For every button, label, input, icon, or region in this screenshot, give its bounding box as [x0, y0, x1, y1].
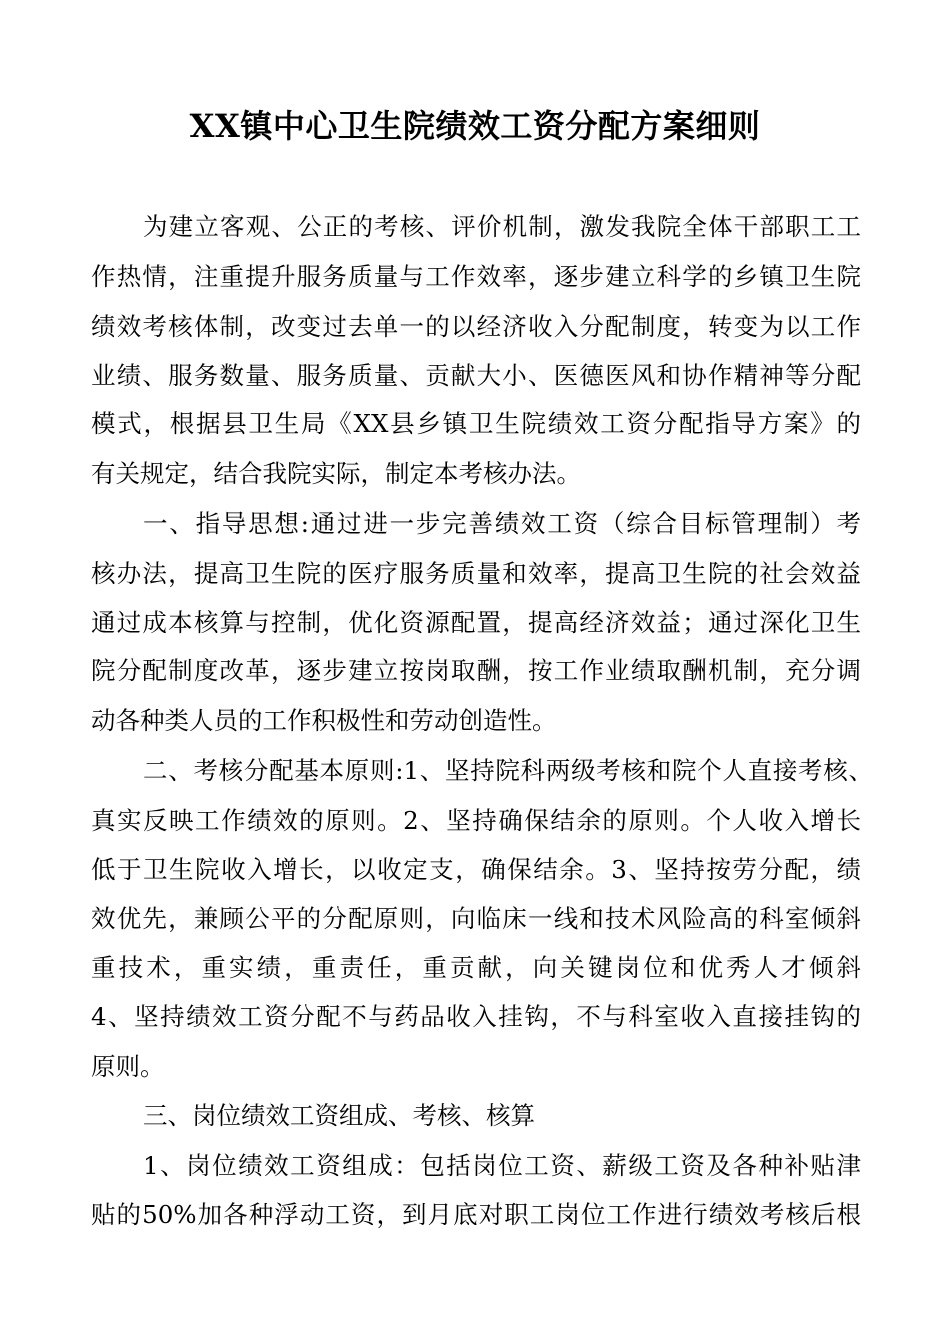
paragraph-line: 1、岗位绩效工资组成：包括岗位工资、薪级工资及各种补贴津 [143, 1151, 861, 1180]
paragraph-line: 院分配制度改革，逐步建立按岗取酬，按工作业绩取酬机制，充分调 [91, 656, 861, 685]
paragraph-line: 为建立客观、公正的考核、评价机制，激发我院全体干部职工工 [143, 212, 861, 241]
paragraph-line: 贴的50%加各种浮动工资，到月底对职工岗位工作进行绩效考核后根 [91, 1200, 861, 1229]
paragraph-line: 4、坚持绩效工资分配不与药品收入挂钩，不与科室收入直接挂钩的 [91, 1002, 861, 1031]
paragraph-line: 低于卫生院收入增长，以收定支，确保结余。3、坚持按劳分配，绩 [91, 855, 861, 884]
paragraph-line: 二、考核分配基本原则:1、坚持院科两级考核和院个人直接考核、 [143, 756, 873, 785]
paragraph-line: 核办法，提高卫生院的医疗服务质量和效率，提高卫生院的社会效益 [91, 559, 861, 588]
paragraph-line: 真实反映工作绩效的原则。2、坚持确保结余的原则。个人收入增长 [91, 806, 861, 835]
paragraph-line: 业绩、服务数量、服务质量、贡献大小、医德医风和协作精神等分配 [91, 361, 861, 390]
paragraph-line: 一、指导思想:通过进一步完善绩效工资（综合目标管理制）考 [143, 509, 861, 538]
document-title: XX镇中心卫生院绩效工资分配方案细则 [189, 107, 761, 145]
paragraph-line: 有关规定，结合我院实际，制定本考核办法。 [91, 459, 581, 488]
paragraph-line: 重技术，重实绩，重责任，重贡献，向关键岗位和优秀人才倾斜 [91, 953, 861, 982]
paragraph-line: 效优先，兼顾公平的分配原则，向临床一线和技术风险高的科室倾斜 [91, 904, 861, 933]
paragraph-line: 模式，根据县卫生局《XX县乡镇卫生院绩效工资分配指导方案》的 [91, 409, 861, 438]
section-heading: 三、岗位绩效工资组成、考核、核算 [143, 1101, 535, 1130]
paragraph-line: 原则。 [91, 1052, 165, 1081]
paragraph-line: 动各种类人员的工作积极性和劳动创造性。 [91, 706, 557, 735]
paragraph-line: 通过成本核算与控制，优化资源配置，提高经济效益；通过深化卫生 [91, 608, 861, 637]
paragraph-line: 作热情，注重提升服务质量与工作效率，逐步建立科学的乡镇卫生院 [91, 262, 861, 291]
paragraph-line: 绩效考核体制，改变过去单一的以经济收入分配制度，转变为以工作 [91, 312, 861, 341]
